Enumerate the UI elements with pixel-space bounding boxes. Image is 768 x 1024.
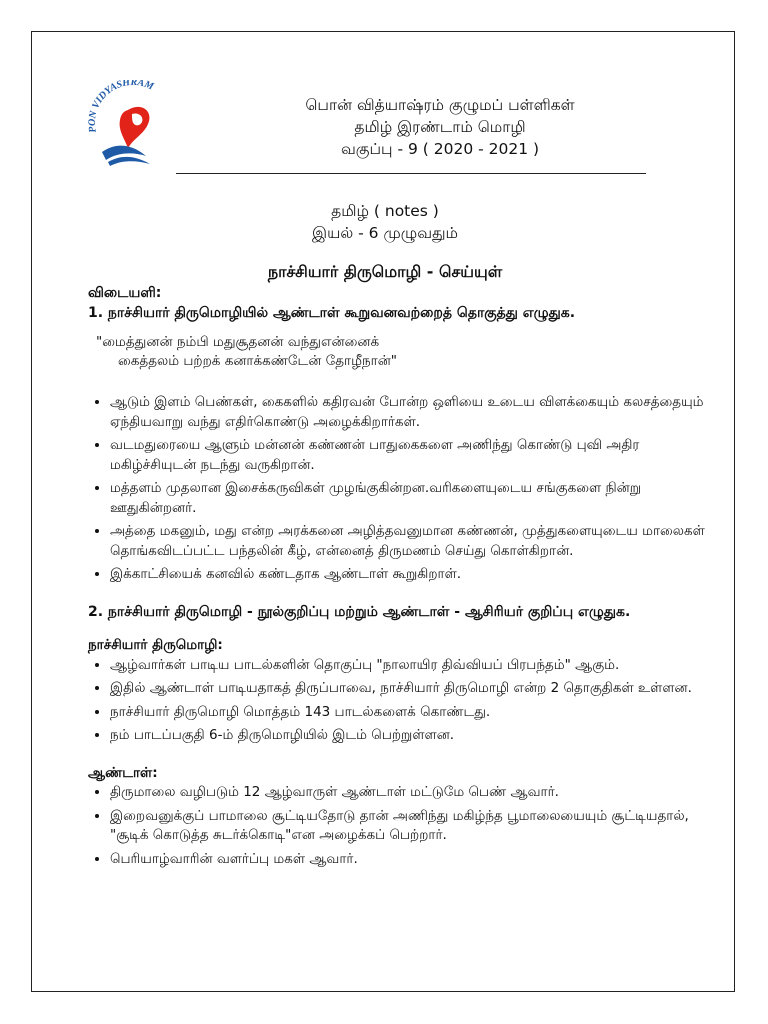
list-item: • வடமதுரையை ஆளும் மன்னன் கண்ணன் பாதுகைகளை அணிந்து கொண்டு புவி அதிர மகிழ்ச்சியுடன் நடந்து வருகிறான். (110, 436, 708, 475)
list-item: • நாச்சியார் திருமொழி மொத்தம் 143 பாடல்களைக் கொண்டது. (110, 703, 708, 723)
subject-name: தமிழ் இரண்டாம் மொழி (354, 118, 526, 136)
school-name: பொன் வித்யாஷ்ரம் குழுமப் பள்ளிகள் (305, 96, 575, 114)
andal-list (88, 783, 708, 869)
list-item: • இறைவனுக்குப் பாமாலை சூட்டியதோடு தான் அணிந்து மகிழ்ந்த பூமாலையையும் சூட்டியதால், "சூடிக் கொடுத்த சுடர்க்கொடி"என அழைக்கப் பெற்றார். (110, 807, 708, 846)
answers-label: விடையளி: (88, 285, 162, 301)
poem-quote (96, 333, 708, 371)
list-item: • மத்தளம் முதலான இசைக்கருவிகள் முழங்குகின்றன.வரிகளையுடைய சங்குகளை நின்று ஊதுகின்றனர். (110, 479, 708, 518)
section-heading-nachiyar: நாச்சியார் திருமொழி: (88, 637, 223, 653)
class-year: வகுப்பு - 9 ( 2020 - 2021 ) (340, 140, 540, 158)
school-header (230, 94, 650, 160)
list-item: • இக்காட்சியைக் கனவில் கண்டதாக ஆண்டாள் கூறுகிறாள். (110, 565, 708, 585)
page-title: நாச்சியார் திருமொழி - செய்யுள் (267, 262, 503, 281)
school-logo (88, 80, 178, 170)
list-item: • திருமாலை வழிபடும் 12 ஆழ்வாருள் ஆண்டாள் மட்டுமே பெண் ஆவார். (110, 783, 708, 803)
question-2: 2. நாச்சியார் திருமொழி - நூல்குறிப்பு மற்றும் ஆண்டாள் - ஆசிரியர் குறிப்பு எழுதுக. (88, 603, 631, 620)
list-item: • இதில் ஆண்டாள் பாடியதாகத் திருப்பாவை, நாச்சியார் திருமொழி என்ற 2 தொகுதிகள் உள்ளன. (110, 679, 708, 699)
notes-header (220, 200, 550, 244)
q1-answer-list (88, 393, 708, 585)
nachiyar-list (88, 656, 708, 746)
header-divider (176, 173, 646, 174)
quote-line-2: கைத்தலம் பற்றக் கனாக்கண்டேன் தோழீநான்" (118, 353, 397, 369)
main-content (88, 284, 708, 873)
list-item: • நம் பாடப்பகுதி 6-ம் திருமொழியில் இடம் பெற்றுள்ளன. (110, 726, 708, 746)
list-item: • அத்தை மகனும், மது என்ற அரக்கனை அழித்தவனுமான கண்ணன், முத்துகளையுடைய மாலைகள் தொங்கவிடப்பட்ட பந்தலின் கீழ், என்னைத் திருமணம் செய்து கொள்கிறான். (110, 522, 708, 561)
notes-title: தமிழ் ( notes ) (331, 202, 439, 220)
section-heading-andal: ஆண்டாள்: (88, 764, 158, 781)
quote-line-1: "மைத்துனன் நம்பி மதுசூதனன் வந்துஎன்னைக் (96, 334, 380, 350)
list-item: • ஆடும் இளம் பெண்கள், கைகளில் கதிரவன் போன்ற ஒளியை உடைய விளக்கையும் கலசத்தையும் ஏந்தியவாறு வந்து எதிர்கொண்டு அழைக்கிறார்கள். (110, 393, 708, 432)
list-item: • பெரியாழ்வாரின் வளர்ப்பு மகள் ஆவார். (110, 850, 708, 870)
question-1: 1. நாச்சியார் திருமொழியில் ஆண்டாள் கூறுவனவற்றைத் தொகுத்து எழுதுக. (88, 304, 576, 321)
logo-text: P N VIDYASHRAM (88, 80, 156, 134)
chapter-label: இயல் - 6 முழுவதும் (312, 224, 458, 242)
list-item: • ஆழ்வார்கள் பாடிய பாடல்களின் தொகுப்பு "நாலாயிர திவ்வியப் பிரபந்தம்" ஆகும். (110, 656, 708, 676)
